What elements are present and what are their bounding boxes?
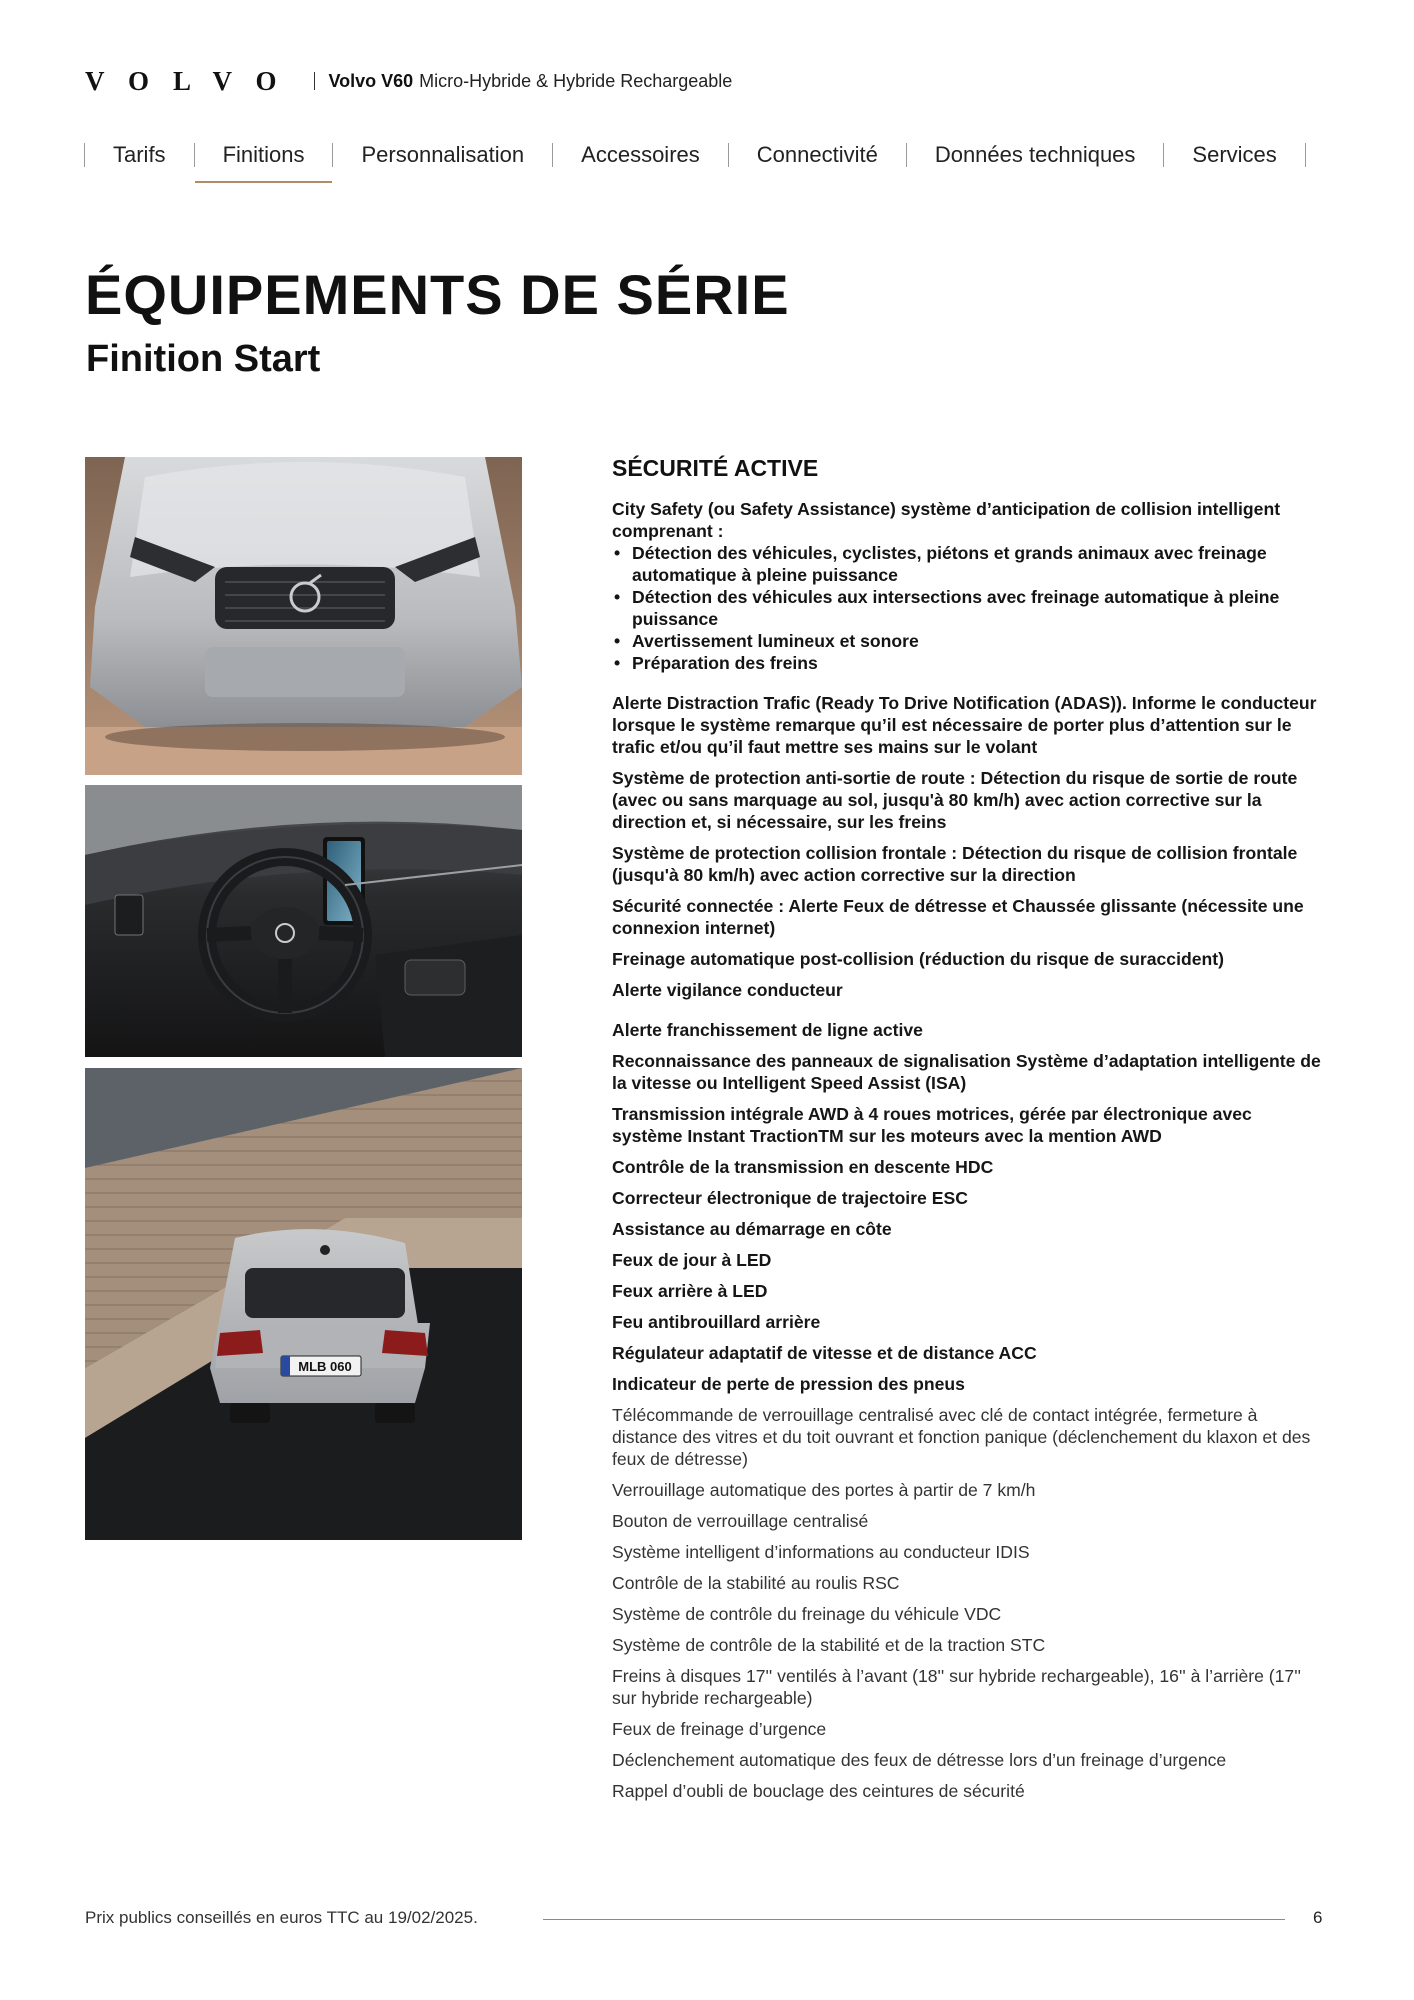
- equipment-item: Déclenchement automatique des feux de détresse lors d’un freinage d’urgence: [612, 1750, 1227, 1770]
- equipment-item: Bouton de verrouillage centralisé: [612, 1511, 869, 1531]
- nav-divider: [1305, 143, 1306, 167]
- nav-tab-donnees-techniques[interactable]: Données techniques: [934, 142, 1136, 167]
- equipment-item: Verrouillage automatique des portes à partir de 7 km/h: [612, 1480, 1036, 1500]
- equipment-item: Freinage automatique post-collision (réduction du risque de suraccident): [612, 949, 1224, 969]
- nav-tab-accessoires[interactable]: Accessoires: [581, 142, 700, 167]
- equipment-item: Alerte vigilance conducteur: [612, 980, 843, 1000]
- bullet-item: • Détection des véhicules aux intersections avec freinage automatique à pleine puissance: [612, 586, 1327, 630]
- equipment-item: Contrôle de la transmission en descente HDC: [612, 1157, 994, 1177]
- equipment-list: [612, 455, 1327, 1811]
- equipment-item: Feux de freinage d’urgence: [612, 1719, 827, 1739]
- bullet-item: • Préparation des freins: [612, 652, 1327, 674]
- equipment-item: Régulateur adaptatif de vitesse et de distance ACC: [612, 1343, 1037, 1363]
- equipment-item: Système de contrôle de la stabilité et de la traction STC: [612, 1635, 1046, 1655]
- license-plate-text: MLB 060: [298, 1359, 352, 1374]
- bullet-item: • Détection des véhicules, cyclistes, piétons et grands animaux avec freinage automatique à pleine puissance: [612, 542, 1327, 586]
- equipment-item: Freins à disques 17'' ventilés à l’avant (18'' sur hybride rechargeable), 16'' à l’arrière (17'' sur hybride rechargeable): [612, 1666, 1301, 1708]
- equipment-item: Feux arrière à LED: [612, 1281, 768, 1301]
- price-note: Prix publics conseillés en euros TTC au 19/02/2025.: [85, 1908, 478, 1927]
- equipment-item: Correcteur électronique de trajectoire ESC: [612, 1188, 968, 1208]
- equipment-item: Système intelligent d’informations au conducteur IDIS: [612, 1542, 1030, 1562]
- car-front-photo: [85, 457, 522, 775]
- model-subtitle: Micro-Hybride & Hybride Rechargeable: [419, 70, 733, 91]
- equipment-item: Feux de jour à LED: [612, 1250, 772, 1270]
- car-rear-aerial-photo: [85, 1068, 522, 1540]
- nav-tab-tarifs[interactable]: Tarifs: [113, 142, 166, 167]
- brand-divider: [314, 72, 315, 90]
- equipment-item: Système de contrôle du freinage du véhicule VDC: [612, 1604, 1002, 1624]
- nav-tab-services[interactable]: Services: [1192, 142, 1277, 167]
- page-subtitle: Finition Start: [86, 338, 321, 380]
- main-nav: [84, 134, 1334, 176]
- volvo-logo[interactable]: VOLVO: [85, 65, 301, 96]
- bullet-item: • Avertissement lumineux et sonore: [612, 630, 1327, 652]
- equipment-item: Sécurité connectée : Alerte Feux de détresse et Chaussée glissante (nécessite une connexion internet): [612, 896, 1304, 938]
- page-title: ÉQUIPEMENTS DE SÉRIE: [85, 263, 790, 326]
- car-interior-photo: [85, 785, 522, 1057]
- nav-tab-connectivite[interactable]: Connectivité: [756, 142, 878, 167]
- equipment-item: Système de protection anti-sortie de route : Détection du risque de sortie de route (avec ou sans marquage au sol, jusqu'à 80 km/h) avec action corrective sur la direction et, si nécessaire, sur les freins: [612, 768, 1298, 832]
- city-safety-bullets: [612, 542, 1327, 674]
- city-safety-lead: City Safety (ou Safety Assistance) système d’anticipation de collision intelligent comprenant :: [612, 499, 1281, 541]
- model-title: Volvo V60: [328, 70, 414, 91]
- equipment-item: Système de protection collision frontale : Détection du risque de collision frontale (jusqu'à 80 km/h) avec action corrective sur la direction: [612, 843, 1298, 885]
- equipment-item: Contrôle de la stabilité au roulis RSC: [612, 1573, 900, 1593]
- equipment-item: Alerte franchissement de ligne active: [612, 1020, 923, 1040]
- equipment-item: Télécommande de verrouillage centralisé avec clé de contact intégrée, fermeture à distance des vitres et du toit ouvrant et fonction panique (déclenchement du klaxon et des feux de détresse): [612, 1405, 1311, 1469]
- equipment-item: Feu antibrouillard arrière: [612, 1312, 821, 1332]
- footer-divider: [543, 1919, 1285, 1920]
- equipment-item: Reconnaissance des panneaux de signalisation Système d’adaptation intelligente de la vitesse ou Intelligent Speed Assist (ISA): [612, 1051, 1321, 1093]
- equipment-item: Alerte Distraction Trafic (Ready To Drive Notification (ADAS)). Informe le conducteur lorsque le système remarque qu’il est nécessaire de porter plus d’attention sur le trafic et/ou qu’il faut mettre ses mains sur le volant: [612, 693, 1317, 757]
- equipment-item: Rappel d’oubli de bouclage des ceintures de sécurité: [612, 1781, 1025, 1801]
- section-heading: SÉCURITÉ ACTIVE: [612, 455, 819, 481]
- equipment-item: Indicateur de perte de pression des pneus: [612, 1374, 965, 1394]
- page-number: 6: [1313, 1908, 1323, 1927]
- equipment-item: Assistance au démarrage en côte: [612, 1219, 892, 1239]
- equipment-item: Transmission intégrale AWD à 4 roues motrices, gérée par électronique avec système Instant TractionTM sur les moteurs avec la mention AWD: [612, 1104, 1252, 1146]
- nav-tab-finitions[interactable]: Finitions: [195, 134, 333, 176]
- brand-row: [85, 66, 732, 96]
- nav-tab-personnalisation[interactable]: Personnalisation: [361, 142, 525, 167]
